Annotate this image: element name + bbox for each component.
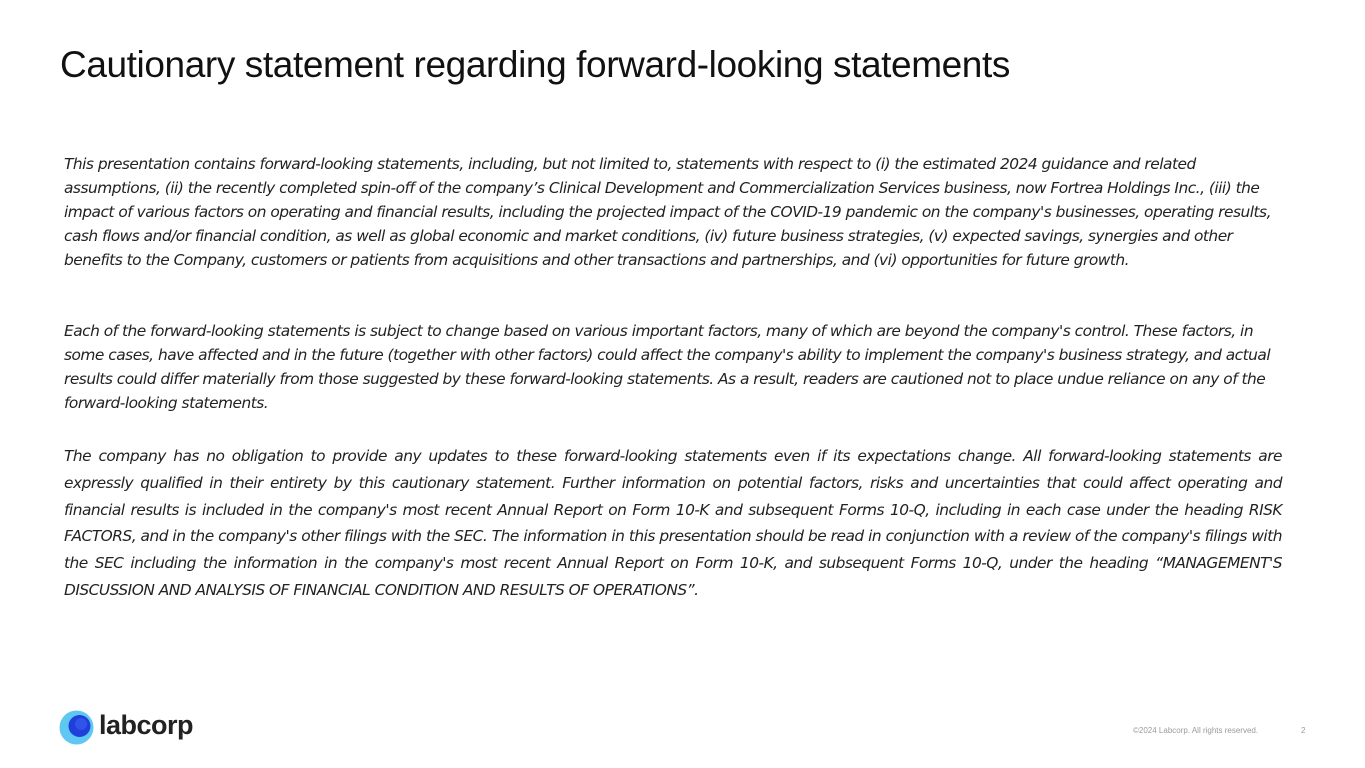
paragraph-no-obligation: The company has no obligation to provide any updates to these forward-looking statements even if its expectations change. All forward-looking statements are expressly qualified in their entirety by this cautionary statement. Further information on potential factors, risks and uncertainties that could affect operating and financial results is included in the company's most recent Annual Report on Form 10-K and subsequent Forms 10-Q, including in each case under the heading RISK FACTORS, and in the company's other filings with the SEC. The information in this presentation should be read in conjunction with a review of the company's filings with the SEC including the information in the company's most recent Annual Report on Form 10-K, and subsequent Forms 10-Q, under the heading “MANAGEMENT'S DISCUSSION AND ANALYSIS OF FINANCIAL CONDITION AND RESULTS OF OPERATIONS”. [64,447,1282,599]
slide-title: Cautionary statement regarding forward-looking statements [60,44,1010,85]
logo-wordmark: labcorp [99,710,194,740]
labcorp-logo [59,709,193,745]
paragraph-risk-factors: Each of the forward-looking statements is subject to change based on various important factors, many of which are beyond the company's control. These factors, in some cases, have affected and in the future (together with other factors) could affect the company's ability to implement the company's business strategy, and actual results could differ materially from those suggested by these forward-looking statements. As a result, readers are cautioned not to place undue reliance on any of the forward-looking statements. [64,322,1271,412]
paragraph-forward-looking-scope: This presentation contains forward-looking statements, including, but not limited to, statements with respect to (i) the estimated 2024 guidance and related assumptions, (ii) the recently completed spin-off of the company’s Clinical Development and Commercialization Services business, now Fortrea Holdings Inc., (iii) the impact of various factors on operating and financial results, including the projected impact of the COVID-19 pandemic on the company's businesses, operating results, cash flows and/or financial condition, as well as global economic and market conditions, (iv) future business strategies, (v) expected savings, synergies and other benefits to the Company, customers or patients from acquisitions and other transactions and partnerships, and (vi) opportunities for future growth. [64,155,1271,269]
page-number: 2 [1301,726,1306,735]
labcorp-logo-icon [59,710,94,745]
copyright-notice: ©2024 Labcorp. All rights reserved. [1133,726,1259,735]
